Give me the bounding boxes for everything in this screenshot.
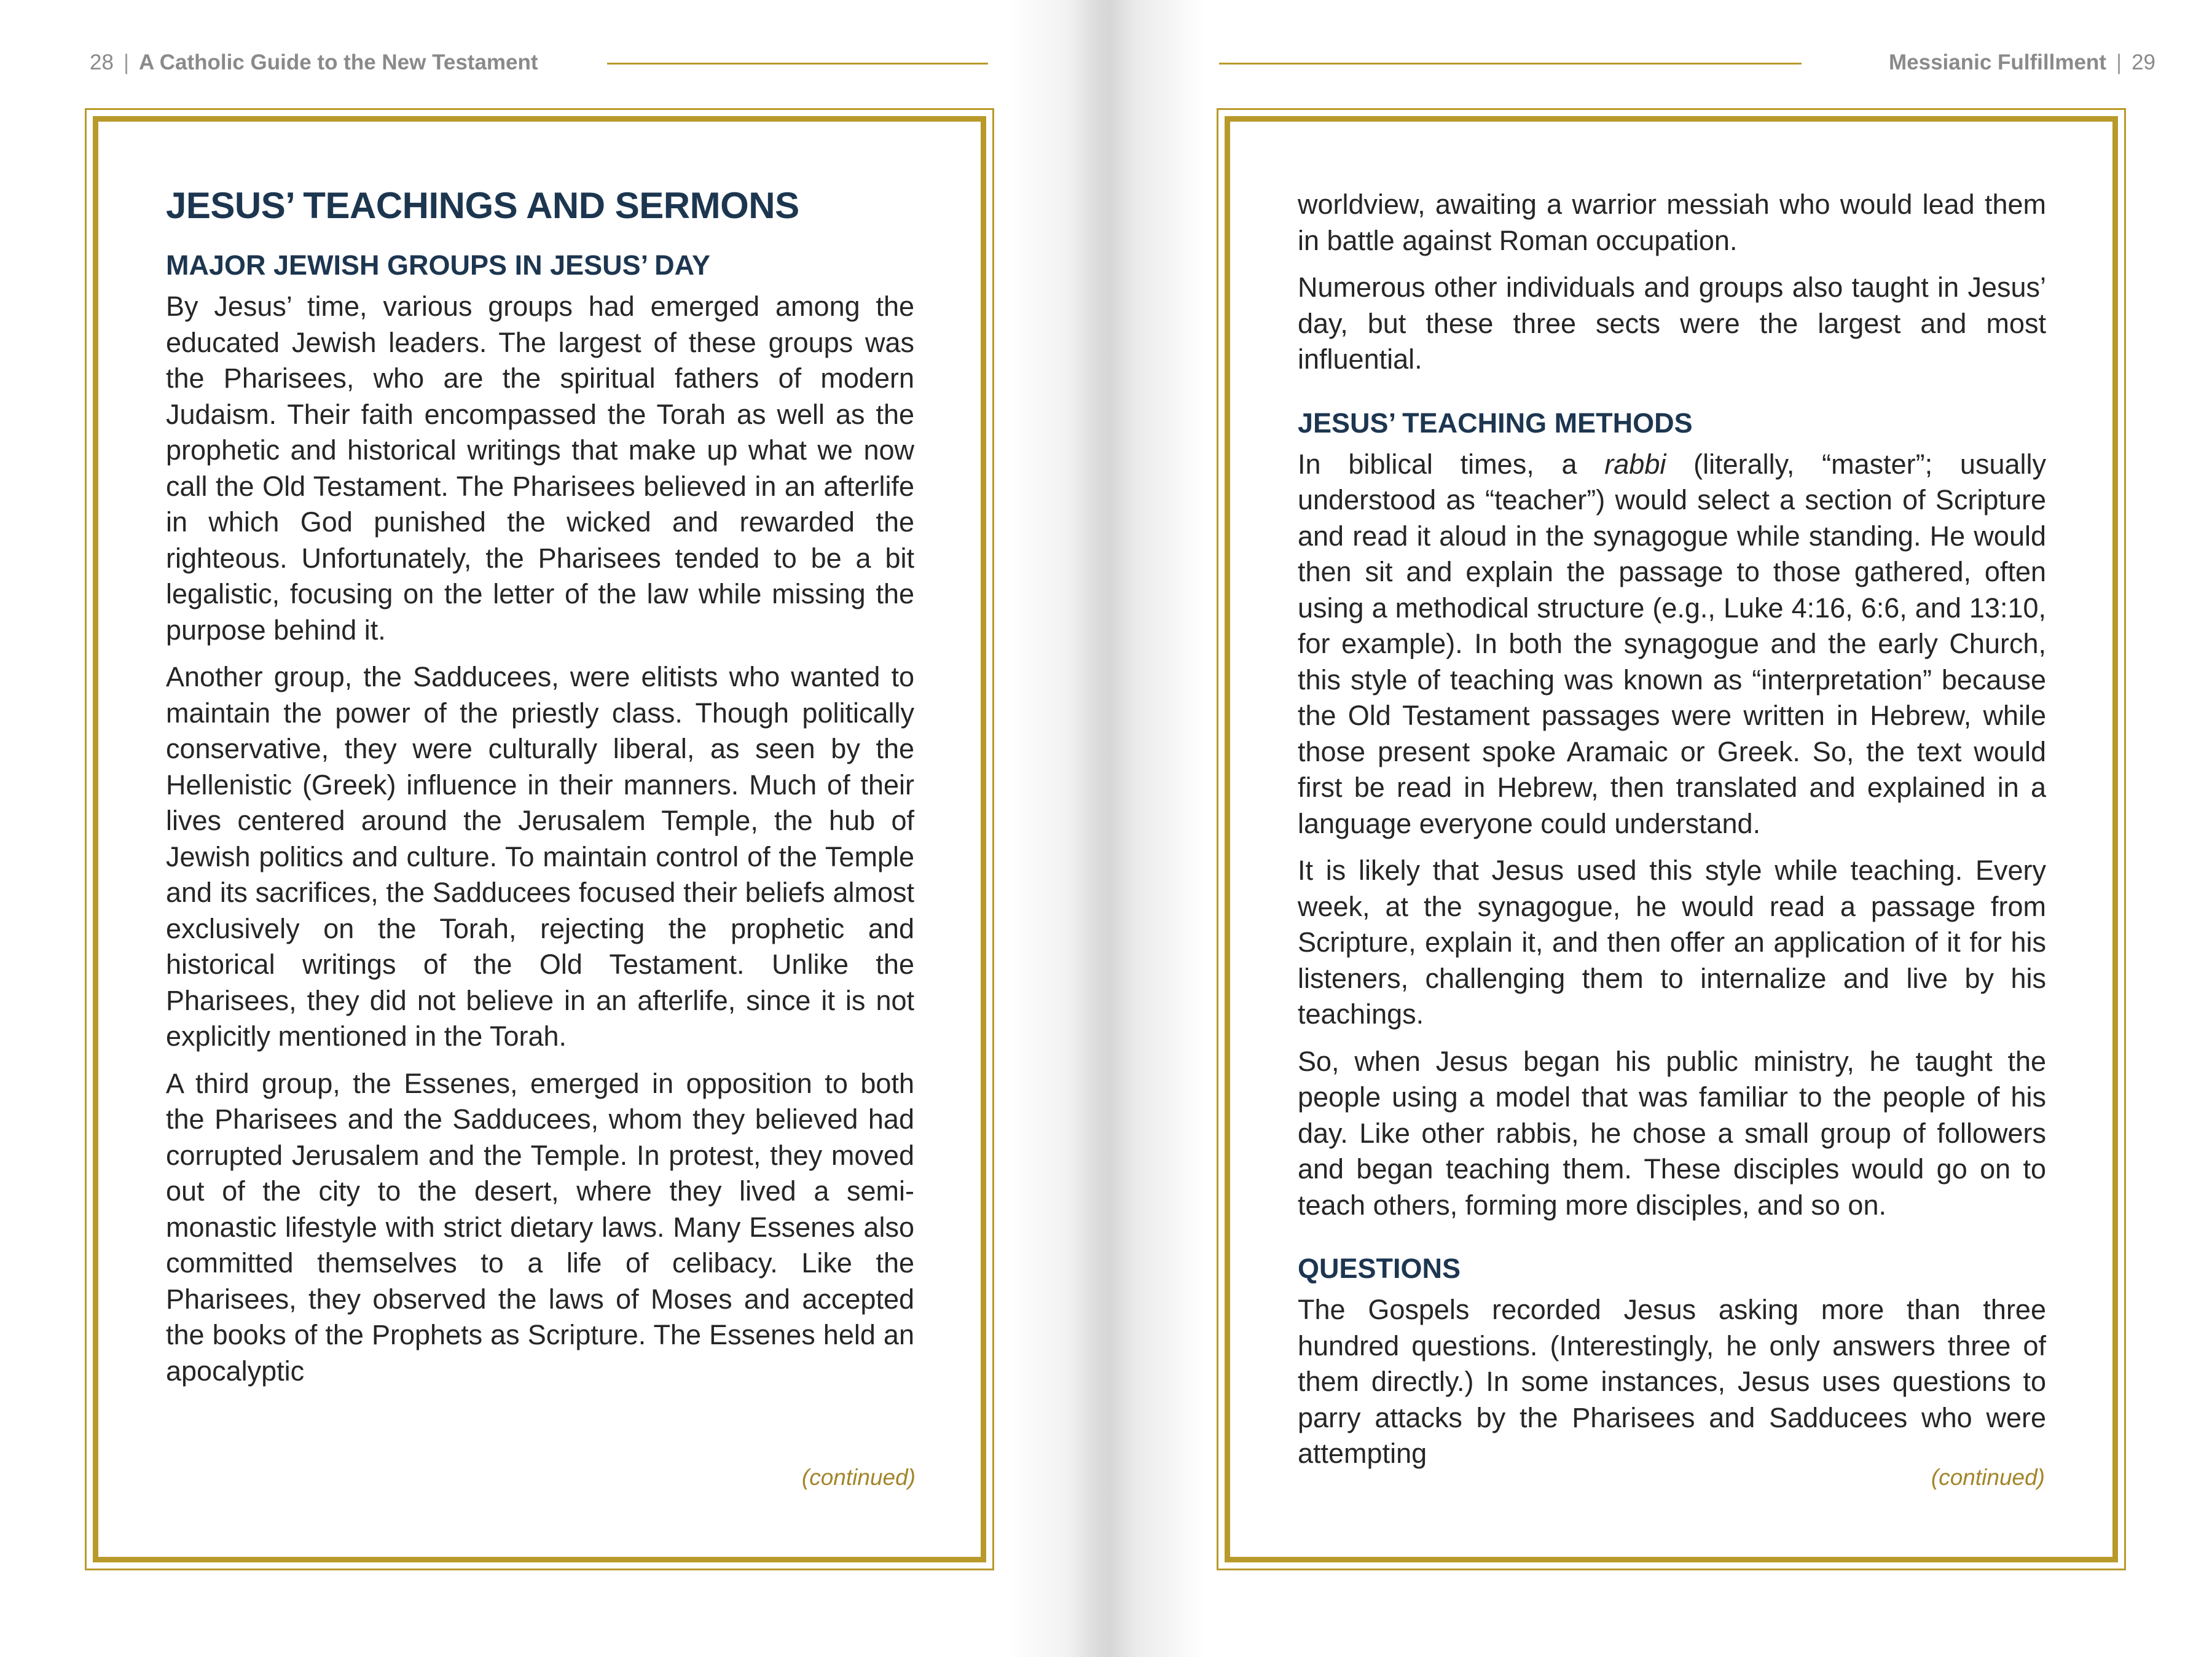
left-page	[0, 0, 1081, 1657]
paragraph-sadducees: Another group, the Sadducees, were elitists who wanted to maintain the power of the priestly class. Though politically conservative, they were culturally liberal, as seen by the Hellenistic (Greek) influence in their manners. Much of their lives centered around the Jerusalem Temple, the hub of Jewish politics and culture. To maintain control of the Temple and its sacrifices, the Sadducees focused their beliefs almost exclusively on the Torah, rejecting the prophetic and historical writings of the Old Testament. Unlike the Pharisees, they did not believe in an afterlife, since it is not explicitly mentioned in the Torah.	[166, 661, 914, 1052]
paragraph-public-ministry: So, when Jesus began his public ministry, he taught the people using a model that was familiar to the people of his day. Like other rabbis, he chose a small group of followers and began teaching them. These disciples would go on to teach others, forming more disciples, and so on.	[1298, 1045, 2046, 1221]
left-header-rule	[607, 63, 988, 65]
paragraph-rabbi-tradition	[1298, 447, 2046, 842]
left-running-title: A Catholic Guide to the New Testament	[139, 50, 538, 74]
rabbi-term: rabbi	[1604, 448, 1666, 480]
left-page-number: 28	[90, 50, 114, 74]
section-heading-questions: QUESTIONS	[1298, 1253, 1461, 1284]
section-heading-teaching-methods: JESUS’ TEACHING METHODS	[1298, 407, 1693, 439]
left-running-head-separator: |	[123, 50, 130, 74]
page-heading: JESUS’ TEACHINGS AND SERMONS	[166, 185, 799, 226]
right-running-head	[1889, 48, 2155, 77]
paragraph-jesus-style: It is likely that Jesus used this style while teaching. Every week, at the synagogue, he would read a passage from Scripture, explain it, and then offer an application of it for his listeners, challenging them to internalize and live by his teachings.	[1298, 855, 2046, 1030]
rabbi-text-after: (literally, “master”; usually understood as “teacher”) would select a section of Scripture and read it aloud in the synagogue while standing. He would then sit and explain the passage to those gathered, often using a methodical structure (e.g., Luke 4:16, 6:6, and 13:10, for example). In both the synagogue and the early Church, this style of teaching was known as “interpretation” because the Old Testament passages were written in Hebrew, while those present spoke Aramaic or Greek. So, the text would first be read in Hebrew, then translated and explained in a language everyone could understand.	[1298, 448, 2046, 839]
left-page-content	[166, 184, 914, 1400]
right-running-title: Messianic Fulfillment	[1889, 50, 2106, 74]
section-heading-jewish-groups: MAJOR JEWISH GROUPS IN JESUS’ DAY	[166, 249, 711, 281]
paragraph-questions: The Gospels recorded Jesus asking more than three hundred questions. (Interestingly, he only answers three of them directly.) In some instances, Jesus uses questions to parry attacks by the Pharisees and Sadducees who were attempting	[1298, 1294, 2046, 1469]
paragraph-essenes-continued: worldview, awaiting a warrior messiah who would lead them in battle against Roman occupation.	[1298, 189, 2046, 256]
right-header-rule	[1219, 63, 1802, 65]
paragraph-pharisees: By Jesus’ time, various groups had emerged among the educated Jewish leaders. The largest of these groups was the Pharisees, who are the spiritual fathers of modern Judaism. Their faith encompassed the Torah as well as the prophetic and historical writings that make up what we now call the Old Testament. The Pharisees believed in an afterlife in which God punished the wicked and rewarded the righteous. Unfortunately, the Pharisees tended to be a bit legalistic, focusing on the letter of the law while missing the purpose behind it.	[166, 291, 914, 646]
rabbi-text-before: In biblical times, a	[1298, 448, 1605, 480]
right-continued-note: (continued)	[1931, 1465, 2045, 1490]
paragraph-essenes: A third group, the Essenes, emerged in opposition to both the Pharisees and the Sadducees, whom they believed had corrupted Jerusalem and the Temple. In protest, they moved out of the city to the desert, where they lived a semi-monastic lifestyle with strict dietary laws. Many Essenes also committed themselves to a life of celibacy. Like the Pharisees, they observed the laws of Moses and accepted the books of the Prophets as Scripture. The Essenes held an apocalyptic	[166, 1067, 914, 1387]
left-continued-note: (continued)	[801, 1465, 916, 1490]
right-running-head-separator: |	[2116, 50, 2122, 74]
left-running-head	[90, 48, 538, 77]
paragraph-other-groups: Numerous other individuals and groups also taught in Jesus’ day, but these three sects were the largest and most influential.	[1298, 272, 2046, 375]
right-page-content	[1298, 187, 2046, 1483]
right-page-number: 29	[2132, 50, 2155, 74]
right-page	[1204, 0, 2212, 1657]
